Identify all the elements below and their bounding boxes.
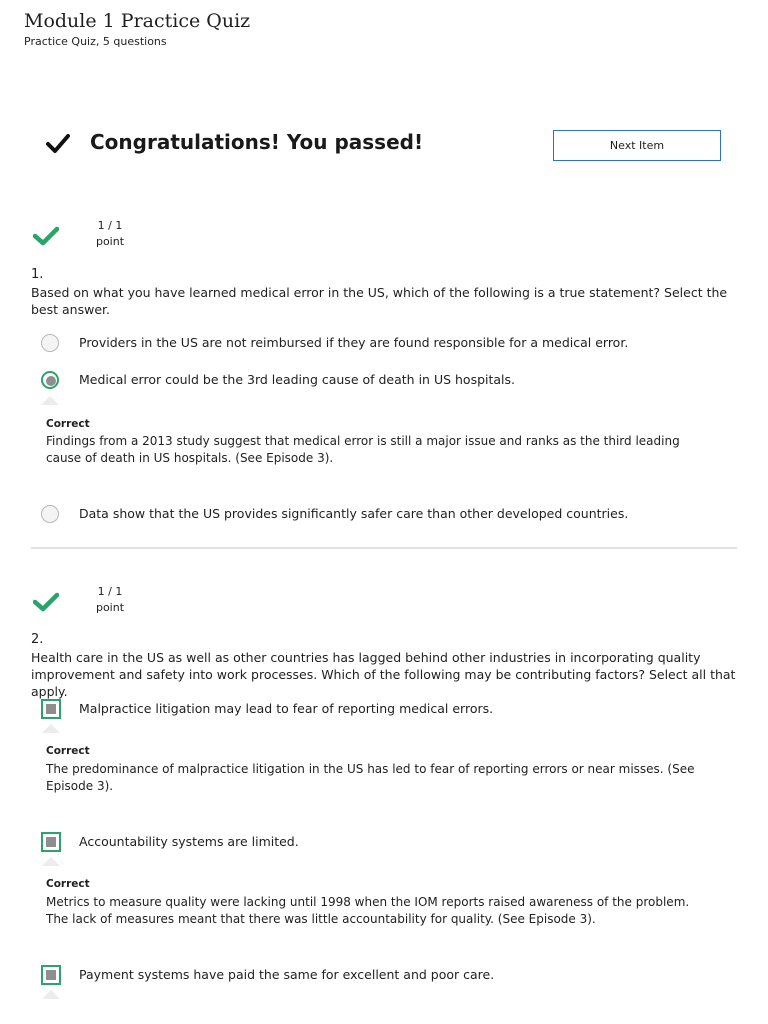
feedback-title: Correct — [46, 418, 90, 430]
option-radio-selected[interactable] — [41, 371, 59, 389]
feedback-title: Correct — [46, 745, 90, 757]
option-label: Malpractice litigation may lead to fear of reporting medical errors. — [79, 701, 494, 716]
score-unit: point — [95, 601, 125, 614]
feedback-text: Metrics to measure quality were lacking until 1998 when the IOM reports raised awareness of the problem. The lack of measures meant that there was little accountability for quality. (See Episode 3). — [46, 895, 690, 926]
option-checkbox-checked[interactable] — [41, 965, 61, 985]
checkbox-fill — [46, 970, 56, 980]
radio-dot — [46, 376, 56, 386]
checkmark-icon — [46, 133, 70, 155]
option-checkbox-checked[interactable] — [41, 699, 61, 719]
feedback-text: Findings from a 2013 study suggest that medical error is still a major issue and ranks as the third leading cause of death in US hospitals. (See Episode 3). — [46, 434, 680, 465]
question-number: 2. — [31, 632, 44, 647]
question-divider — [31, 547, 737, 549]
question-text: Health care in the US as well as other countries has lagged behind other industries in incorporating quality improvement and safety into work processes. Which of the following may be contributing factors? Select all that apply. — [31, 650, 736, 699]
option-label: Data show that the US provides significantly safer care than other developed countries. — [79, 506, 629, 521]
next-item-button[interactable]: Next Item — [553, 130, 721, 161]
option-label: Accountability systems are limited. — [79, 834, 299, 849]
feedback-caret — [42, 724, 60, 733]
option-label: Payment systems have paid the same for excellent and poor care. — [79, 967, 495, 982]
question-text: Based on what you have learned medical error in the US, which of the following is a true statement? Select the best answer. — [31, 285, 728, 317]
option-radio[interactable] — [41, 334, 59, 352]
score-unit: point — [95, 235, 125, 248]
question-number: 1. — [31, 267, 44, 282]
passed-message: Congratulations! You passed! — [90, 130, 424, 154]
option-label: Providers in the US are not reimbursed if they are found responsible for a medical error. — [79, 335, 629, 350]
score-value: 1 / 1 — [97, 585, 123, 598]
feedback-caret — [42, 990, 60, 999]
question-score — [85, 218, 135, 250]
option-label: Medical error could be the 3rd leading cause of death in US hospitals. — [79, 372, 516, 387]
feedback-caret — [41, 396, 59, 405]
question-score — [85, 584, 135, 616]
green-checkmark-icon — [33, 591, 59, 613]
green-checkmark-icon — [33, 225, 59, 247]
feedback-text: The predominance of malpractice litigation in the US has led to fear of reporting errors or near misses. (See Episode 3). — [46, 762, 695, 793]
score-value: 1 / 1 — [97, 219, 123, 232]
checkbox-fill — [46, 704, 56, 714]
option-radio[interactable] — [41, 505, 59, 523]
quiz-subtitle: Practice Quiz, 5 questions — [24, 35, 167, 48]
feedback-caret — [42, 857, 60, 866]
feedback-title: Correct — [46, 878, 90, 890]
quiz-title: Module 1 Practice Quiz — [24, 10, 251, 32]
checkbox-fill — [46, 837, 56, 847]
option-checkbox-checked[interactable] — [41, 832, 61, 852]
